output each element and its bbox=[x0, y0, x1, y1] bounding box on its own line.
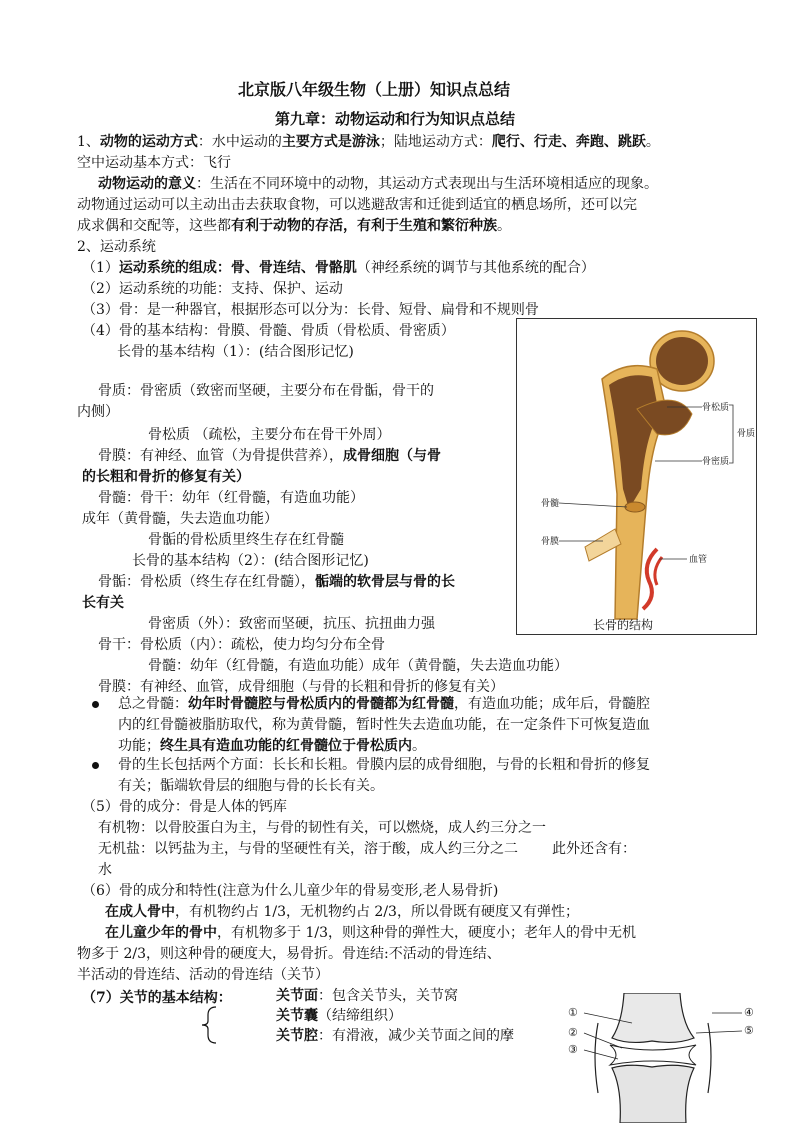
line-inorganic: 无机盐：以钙盐为主，与骨的坚硬性有关，溶于酸，成人约三分之二 此外还含有： bbox=[98, 841, 636, 857]
leader-line bbox=[696, 1031, 742, 1033]
line-spongy: 骨松质 （疏松，主要分布在骨干外周） bbox=[148, 427, 391, 443]
item-6-properties: （6）骨的成分和特性(注意为什么儿童少年的骨易变形,老人易骨折) bbox=[82, 883, 499, 899]
item-4-structure: （4）骨的基本结构：骨膜、骨髓、骨质（骨松质、骨密质） bbox=[82, 323, 455, 339]
label-vessel: 血管 bbox=[689, 555, 708, 565]
marrow-cavity bbox=[625, 502, 645, 512]
upper-bone bbox=[612, 993, 694, 1042]
long-bone-structure-2: 长骨的基本结构（2）：(结合图形记忆) bbox=[132, 553, 369, 569]
bullet-dot bbox=[92, 701, 99, 708]
joint-surface: 关节面：包含关节头，关节窝 bbox=[276, 988, 458, 1004]
line-water: 水 bbox=[98, 862, 112, 878]
bullet-marrow-summary-3: 功能；终生具有造血功能的红骨髓位于骨松质内。 bbox=[118, 738, 426, 754]
line-epiphysis: 骨骺：骨松质（终生存在红骨髓），骺端的软骨层与骨的长 bbox=[98, 574, 455, 590]
joint-cavity: 关节腔：有滑液，减少关节面之间的摩 bbox=[276, 1028, 514, 1044]
line-meaning-2: 动物通过运动可以主动出击去获取食物，可以逃避敌害和迁徙到适宜的栖息场所，还可以完 bbox=[77, 197, 637, 213]
line-diaphysis-periosteum: 骨膜：有神经、血管，成骨细胞（与骨的长粗和骨折的修复有关） bbox=[98, 679, 504, 695]
bullet-marrow-summary-2: 内的红骨髓被脂肪取代，称为黄骨髓，暂时性失去造血功能，在一定条件下可恢复造血 bbox=[118, 717, 650, 733]
doc-title: 北京版八年级生物（上册）知识点总结 bbox=[238, 80, 511, 99]
joint-label-5: ⑤ bbox=[744, 1024, 754, 1037]
bracket-line bbox=[729, 405, 733, 463]
joint-label-2: ② bbox=[568, 1026, 578, 1039]
label-periosteum: 骨膜 bbox=[541, 537, 560, 547]
blood-vessel-branch bbox=[655, 557, 662, 585]
line-child-bone: 在儿童少年的骨中，有机物多于 1/3，则这种骨的弹性大，硬度小；老年人的骨中无机 bbox=[105, 925, 636, 941]
bullet-dot bbox=[92, 762, 99, 769]
para-movement-meaning: 动物运动的意义：生活在不同环境中的动物，其运动方式表现出与生活环境相适应的现象。 bbox=[98, 176, 658, 192]
line-meaning-3: 成求偶和交配等，这些都有利于动物的存活，有利于生殖和繁衍种族。 bbox=[77, 218, 511, 234]
figure-caption: 长骨的结构 bbox=[593, 618, 654, 632]
line-joint-types: 半活动的骨连结、活动的骨连结（关节） bbox=[77, 967, 329, 983]
joint-figure bbox=[562, 993, 762, 1123]
joint-label-4: ④ bbox=[744, 1006, 754, 1019]
line-marrow: 骨髓：骨干：幼年（红骨髓，有造血功能） bbox=[98, 490, 364, 506]
line-diaphysis-marrow: 骨髓：幼年（红骨髓，有造血功能）成年（黄骨髓，失去造血功能） bbox=[148, 658, 568, 674]
section-heading-motor-system: 2、运动系统 bbox=[77, 239, 156, 255]
line-epiphysis-marrow: 骨骺的骨松质里终生存在红骨髓 bbox=[148, 532, 344, 548]
long-bone-structure-1: 长骨的基本结构（1）：(结合图形记忆) bbox=[117, 344, 354, 360]
capsule-right bbox=[708, 1023, 711, 1093]
joint-cavity-shape bbox=[610, 1045, 696, 1065]
joint-label-3: ③ bbox=[568, 1043, 578, 1056]
item-7-joint: （7）关节的基本结构： bbox=[82, 990, 232, 1006]
label-marrow: 骨髓 bbox=[541, 499, 560, 509]
joint-capsule: 关节囊（结缔组织） bbox=[276, 1008, 402, 1024]
line-air-movement: 空中运动基本方式：飞行 bbox=[77, 155, 231, 171]
bullet-marrow-summary: 总之骨髓：幼年时骨髓腔与骨松质内的骨髓都为红骨髓，有造血功能；成年后，骨髓腔 bbox=[118, 696, 650, 712]
line-periosteum-2: 的长粗和骨折的修复有关） bbox=[82, 469, 250, 485]
line-diaphysis: 骨干：骨松质（内）：疏松，使力均匀分布全骨 bbox=[98, 637, 385, 653]
line-elder-bone: 物多于 2/3，则这种骨的硬度大，易骨折。骨连结:不活动的骨连结、 bbox=[77, 946, 501, 962]
line-adult-bone: 在成人骨中，有机物约占 1/3，无机物约占 2/3，所以骨既有硬度又有弹性； bbox=[105, 904, 579, 920]
long-bone-illustration bbox=[517, 319, 756, 634]
line-organic: 有机物：以骨胶蛋白为主，与骨的韧性有关，可以燃烧，成人约三分之一 bbox=[98, 820, 546, 836]
joint-label-1: ① bbox=[568, 1006, 578, 1019]
line-compact: 骨密质（外）：致密而坚硬，抗压、抗扭曲力强 bbox=[148, 616, 435, 632]
line-epiphysis-2: 长有关 bbox=[82, 595, 124, 611]
item-5-composition: （5）骨的成分：骨是人体的钙库 bbox=[82, 799, 287, 815]
bullet-bone-growth-2: 有关；骺端软骨层的细胞与骨的长长有关。 bbox=[118, 778, 384, 794]
joint-illustration bbox=[562, 993, 762, 1123]
bullet-bone-growth: 骨的生长包括两个方面：长长和长粗。骨膜内层的成骨细胞，与骨的长粗和骨折的修复 bbox=[118, 757, 650, 773]
long-bone-figure bbox=[516, 318, 757, 635]
para-movement-mode: 1、动物的运动方式：水中运动的主要方式是游泳；陆地运动方式：爬行、行走、奔跑、跳跃。 bbox=[77, 134, 660, 150]
leader-line bbox=[584, 1050, 618, 1059]
label-bone-substance: 骨质 bbox=[737, 429, 756, 439]
lower-bone bbox=[612, 1065, 694, 1123]
line-bone-substance-2: 内侧） bbox=[77, 404, 119, 420]
line-periosteum: 骨膜：有神经、血管（为骨提供营养），成骨细胞（与骨 bbox=[98, 448, 441, 464]
spongy-head bbox=[656, 337, 708, 385]
line-marrow-adult: 成年（黄骨髓，失去造血功能） bbox=[82, 511, 278, 527]
item-3-bone: （3）骨：是一种器官，根据形态可以分为：长骨、短骨、扁骨和不规则骨 bbox=[82, 302, 539, 318]
chapter-heading: 第九章：动物运动和行为知识点总结 bbox=[275, 110, 516, 128]
capsule-left bbox=[595, 1023, 598, 1093]
label-compact: 骨密质 bbox=[702, 457, 730, 467]
item-2-function: （2）运动系统的功能：支持、保护、运动 bbox=[82, 281, 343, 297]
brace-symbol bbox=[200, 1005, 220, 1045]
item-1-composition: （1）运动系统的组成：骨、骨连结、骨骼肌（神经系统的调节与其他系统的配合） bbox=[82, 260, 595, 276]
label-spongy: 骨松质 bbox=[702, 403, 730, 413]
line-bone-substance: 骨质：骨密质（致密而坚硬，主要分布在骨骺，骨干的 bbox=[98, 383, 434, 399]
